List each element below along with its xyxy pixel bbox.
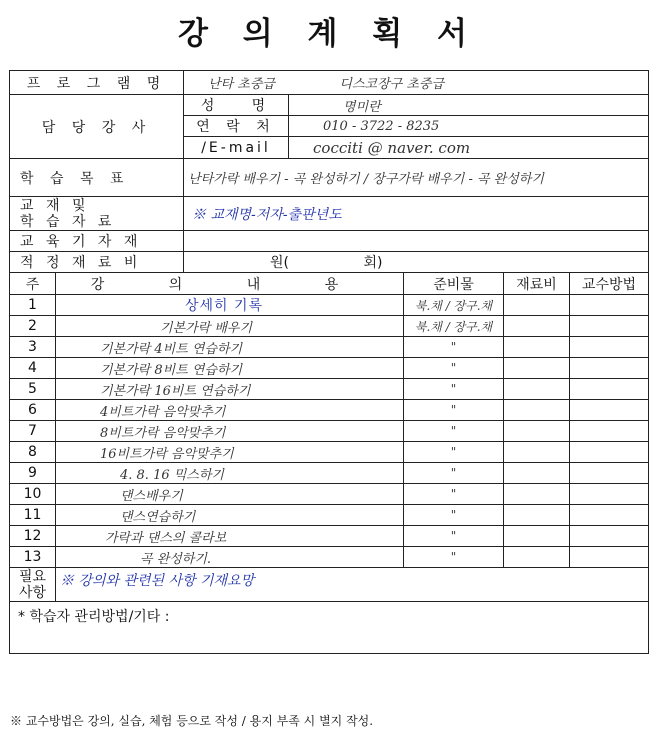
week-number: 12 — [10, 526, 56, 547]
week-method[interactable] — [570, 400, 649, 421]
program-value[interactable] — [184, 71, 649, 95]
week-content-text: 상세히 기록 — [185, 298, 264, 314]
program-row — [10, 71, 649, 95]
week-content[interactable] — [56, 421, 404, 442]
week-content[interactable] — [56, 484, 404, 505]
week-fee[interactable] — [504, 505, 570, 526]
week-fee[interactable] — [504, 442, 570, 463]
materials-label-line2: 학 습 자 료 — [20, 213, 116, 230]
notes-label — [10, 568, 56, 602]
week-number: 6 — [10, 400, 56, 421]
goal-text: 난타가락 배우기 - 곡 완성하기 / 장구가락 배우기 - 곡 완성하기 — [188, 172, 544, 187]
week-number: 4 — [10, 358, 56, 379]
week-row — [10, 358, 649, 379]
week-number: 5 — [10, 379, 56, 400]
name-label: 성 명 — [184, 95, 289, 116]
week-fee[interactable] — [504, 400, 570, 421]
week-prep[interactable]: " — [404, 484, 504, 505]
week-number: 11 — [10, 505, 56, 526]
materials-value[interactable] — [184, 197, 649, 231]
week-number: 3 — [10, 337, 56, 358]
week-prep[interactable]: " — [404, 421, 504, 442]
week-method[interactable] — [570, 484, 649, 505]
week-method[interactable] — [570, 295, 649, 316]
week-method[interactable] — [570, 547, 649, 568]
week-fee[interactable] — [504, 295, 570, 316]
equipment-label: 교 육 기 자 재 — [10, 231, 184, 252]
week-prep[interactable]: " — [404, 379, 504, 400]
week-prep[interactable]: 북.채 / 장구.채 — [404, 295, 504, 316]
schedule-header-row — [10, 273, 649, 295]
header-prep: 준비물 — [404, 273, 504, 295]
week-content-text: 4비트가락 음악맞추기 — [100, 404, 226, 420]
week-row — [10, 463, 649, 484]
week-row — [10, 442, 649, 463]
week-row — [10, 400, 649, 421]
week-row — [10, 505, 649, 526]
week-content[interactable] — [56, 547, 404, 568]
week-number: 13 — [10, 547, 56, 568]
week-row — [10, 295, 649, 316]
week-content-text: 곡 완성하기. — [140, 551, 212, 567]
week-content-text: 기본가락 4비트 연습하기 — [100, 341, 243, 357]
week-method[interactable] — [570, 379, 649, 400]
week-content[interactable] — [56, 295, 404, 316]
week-row — [10, 316, 649, 337]
week-prep[interactable]: " — [404, 526, 504, 547]
goal-value[interactable] — [184, 159, 649, 197]
management-cell[interactable] — [10, 602, 649, 654]
week-prep[interactable]: " — [404, 547, 504, 568]
week-prep[interactable]: " — [404, 400, 504, 421]
week-content-text: 기본가락 배우기 — [160, 320, 253, 336]
week-number: 2 — [10, 316, 56, 337]
week-content[interactable] — [56, 526, 404, 547]
week-method[interactable] — [570, 358, 649, 379]
program-value-1: 난타 초중급 — [208, 77, 275, 92]
week-content-text: 가락과 댄스의 콜라보 — [105, 530, 227, 546]
week-fee[interactable] — [504, 358, 570, 379]
week-number: 7 — [10, 421, 56, 442]
week-content[interactable] — [56, 379, 404, 400]
name-value[interactable] — [289, 95, 649, 116]
fee-value[interactable] — [184, 252, 649, 273]
week-number: 9 — [10, 463, 56, 484]
instructor-phone: 010 - 3722 - 8235 — [323, 119, 440, 134]
email-value[interactable] — [289, 137, 649, 159]
notes-label-line2: 사항 — [18, 584, 47, 601]
week-fee[interactable] — [504, 379, 570, 400]
week-content-text: 기본가락 8비트 연습하기 — [100, 362, 243, 378]
header-week: 주 — [10, 273, 56, 295]
week-fee[interactable] — [504, 337, 570, 358]
goal-label: 학 습 목 표 — [10, 159, 184, 197]
phone-value[interactable] — [289, 116, 649, 137]
fee-row — [10, 252, 649, 273]
header-method: 교수방법 — [570, 273, 649, 295]
week-number: 8 — [10, 442, 56, 463]
week-method[interactable] — [570, 526, 649, 547]
goal-row — [10, 159, 649, 197]
week-prep[interactable]: " — [404, 463, 504, 484]
materials-label-line1: 교 재 및 — [20, 197, 90, 214]
week-prep[interactable]: " — [404, 358, 504, 379]
week-row — [10, 484, 649, 505]
week-method[interactable] — [570, 463, 649, 484]
week-prep[interactable]: " — [404, 505, 504, 526]
lecture-plan-form — [9, 70, 649, 654]
week-content-text: 8비트가락 음악맞추기 — [100, 425, 226, 441]
week-fee[interactable] — [504, 547, 570, 568]
header-content: 강 의 내 용 — [56, 273, 404, 295]
week-fee[interactable] — [504, 526, 570, 547]
week-content-text: 16비트가락 음악맞추기 — [100, 446, 234, 462]
fee-times: 회) — [363, 255, 383, 271]
week-prep[interactable]: 북.채 / 장구.채 — [404, 316, 504, 337]
week-method[interactable] — [570, 421, 649, 442]
week-row — [10, 421, 649, 442]
contact-label: 연 락 처 — [184, 116, 289, 137]
notes-hint: ※ 강의와 관련된 사항 기재요망 — [60, 573, 255, 589]
week-prep[interactable]: " — [404, 337, 504, 358]
equipment-row — [10, 231, 649, 252]
page-title: 강 의 계 획 서 — [178, 16, 479, 52]
week-content-text: 댄스배우기 — [120, 488, 183, 504]
week-content[interactable] — [56, 337, 404, 358]
instructor-email: cocciti @ naver. com — [313, 138, 471, 157]
week-fee[interactable] — [504, 316, 570, 337]
week-row — [10, 526, 649, 547]
notes-value[interactable] — [56, 568, 649, 602]
week-content-text: 기본가락 16비트 연습하기 — [100, 383, 251, 399]
instructor-name-row — [10, 95, 649, 116]
instructor-label: 담 당 강 사 — [10, 95, 184, 159]
week-fee[interactable] — [504, 484, 570, 505]
week-content[interactable] — [56, 505, 404, 526]
week-prep[interactable]: " — [404, 442, 504, 463]
materials-hint: ※ 교재명-저자-출판년도 — [192, 206, 342, 223]
week-content[interactable] — [56, 442, 404, 463]
week-content[interactable] — [56, 316, 404, 337]
program-value-2: 디스코장구 초중급 — [339, 77, 445, 92]
materials-label — [10, 197, 184, 231]
fee-won: 원( — [270, 255, 290, 271]
week-number: 10 — [10, 484, 56, 505]
week-row — [10, 547, 649, 568]
week-content-text: 댄스연습하기 — [120, 509, 196, 525]
program-label: 프 로 그 램 명 — [10, 71, 184, 95]
notes-row — [10, 568, 649, 602]
week-row — [10, 379, 649, 400]
week-number: 1 — [10, 295, 56, 316]
week-content[interactable] — [56, 400, 404, 421]
week-row — [10, 337, 649, 358]
header-fee: 재료비 — [504, 273, 570, 295]
fee-label: 적 정 재 료 비 — [10, 252, 184, 273]
email-label: /E-mail — [184, 137, 289, 159]
week-fee[interactable] — [504, 421, 570, 442]
materials-row — [10, 197, 649, 231]
week-method[interactable] — [570, 337, 649, 358]
week-method[interactable] — [570, 505, 649, 526]
schedule-body — [10, 295, 649, 568]
equipment-value[interactable] — [184, 231, 649, 252]
management-row — [10, 602, 649, 654]
week-fee[interactable] — [504, 463, 570, 484]
footnote: ※ 교수방법은 강의, 실습, 체험 등으로 작성 / 용지 부족 시 별지 작성. — [10, 714, 374, 728]
management-label: * 학습자 관리방법/기타 : — [18, 609, 170, 625]
week-method[interactable] — [570, 442, 649, 463]
week-content[interactable] — [56, 358, 404, 379]
notes-label-line1: 필요 — [18, 568, 47, 585]
week-method[interactable] — [570, 316, 649, 337]
week-content[interactable] — [56, 463, 404, 484]
instructor-name: 명미란 — [343, 99, 381, 115]
week-content-text: 4. 8. 16 믹스하기 — [120, 467, 224, 483]
